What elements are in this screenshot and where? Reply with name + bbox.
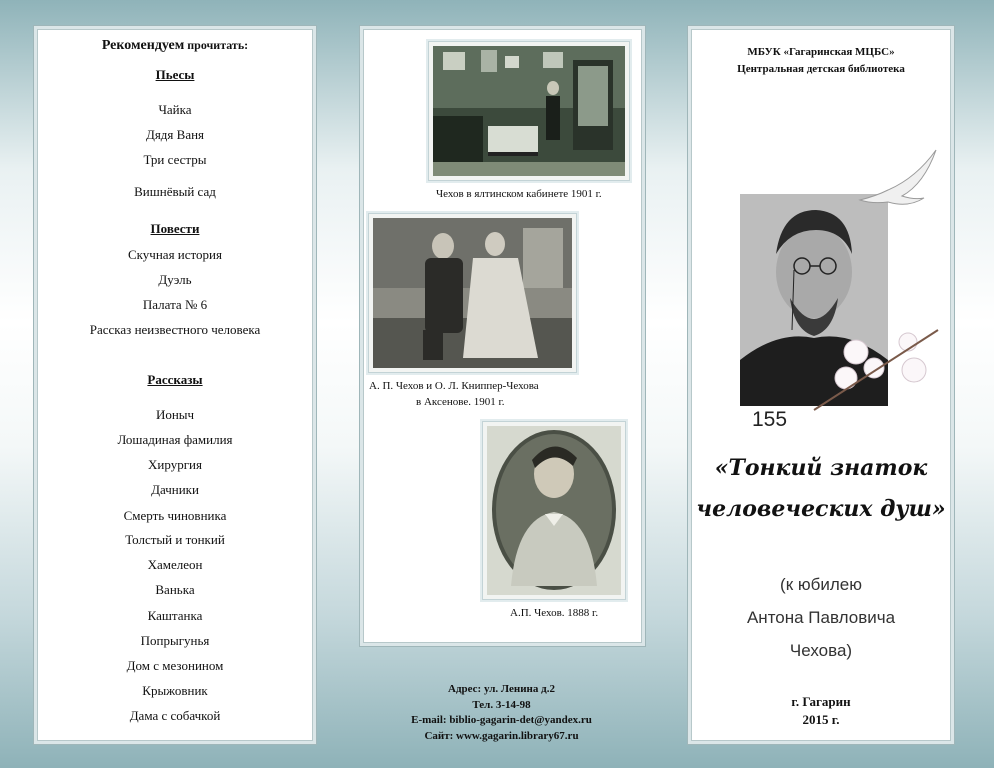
- title-line-1: «Тонкий знаток: [714, 455, 928, 481]
- story-item: Хамелеон: [147, 557, 203, 572]
- address-phone: Тел. 3-14-98: [472, 699, 531, 711]
- novella-item: Палата № 6: [142, 297, 208, 312]
- address-email: E-mail: biblio-gagarin-det@yandex.ru: [411, 714, 592, 726]
- stories-heading: Рассказы: [147, 372, 203, 387]
- novellas-heading: Повести: [150, 221, 200, 236]
- story-item: Крыжовник: [142, 683, 208, 698]
- address-website: Сайт: www.gagarin.library67.ru: [424, 730, 579, 742]
- story-item: Ванька: [155, 582, 195, 597]
- subtitle-line-2: Антона Павловича: [746, 608, 896, 627]
- title-line-2: человеческих душ»: [696, 496, 946, 522]
- play-item: Вишнёвый сад: [134, 184, 216, 199]
- story-item: Дом с мезонином: [126, 658, 224, 673]
- caption-chekhov-knipper-1: А. П. Чехов и О. Л. Книппер-Чехова: [369, 380, 539, 392]
- plays-heading: Пьесы: [155, 67, 195, 82]
- city: г. Гагарин: [791, 694, 851, 709]
- anniversary-number: 155: [752, 408, 788, 431]
- chekhov-portrait: [738, 130, 948, 420]
- story-item: Дачники: [151, 482, 199, 497]
- photos-panel: [363, 29, 642, 643]
- library-name: Центральная детская библиотека: [737, 63, 905, 75]
- caption-chekhov-1888: А.П. Чехов. 1888 г.: [510, 607, 599, 619]
- photo-chekhov-1888-image: [487, 426, 621, 595]
- novella-item: Скучная история: [128, 247, 222, 262]
- story-item: Дама с собачкой: [129, 708, 221, 723]
- novella-item: Рассказ неизвестного человека: [89, 322, 261, 337]
- story-item: Лошадиная фамилия: [117, 432, 233, 447]
- photo-chekhov-knipper: [368, 213, 577, 373]
- org-name: МБУК «Гагаринская МЦБС»: [747, 46, 895, 58]
- photo-chekhov-knipper-image: [373, 218, 572, 368]
- story-item: Смерть чиновника: [123, 508, 227, 523]
- subtitle-line-3: Чехова): [789, 641, 853, 660]
- address-street: Адрес: ул. Ленина д.2: [448, 683, 555, 695]
- play-item: Три сестры: [143, 152, 207, 167]
- story-item: Хирургия: [148, 457, 202, 472]
- story-item: Каштанка: [147, 608, 203, 623]
- photo-yalta-study: [428, 41, 630, 181]
- play-item: Дядя Ваня: [145, 127, 205, 142]
- story-item: Ионыч: [155, 407, 195, 422]
- caption-yalta-study: Чехов в ялтинском кабинете 1901 г.: [436, 188, 602, 200]
- reading-list-panel: [37, 29, 313, 741]
- photo-chekhov-1888: [482, 421, 626, 600]
- story-item: Толстый и тонкий: [125, 532, 225, 547]
- cover-panel: [691, 29, 951, 741]
- story-item: Попрыгунья: [140, 633, 210, 648]
- recommend-heading: [38, 38, 312, 54]
- novella-item: Дуэль: [158, 272, 192, 287]
- subtitle-line-1: (к юбилею: [780, 575, 862, 594]
- caption-chekhov-knipper-2: в Аксенове. 1901 г.: [416, 396, 505, 408]
- recommend-rest: прочитать:: [184, 38, 249, 52]
- recommend-bold: Рекомендуем: [101, 38, 185, 53]
- year: 2015 г.: [802, 712, 840, 727]
- play-item: Чайка: [158, 102, 192, 117]
- photo-yalta-study-image: [433, 46, 625, 176]
